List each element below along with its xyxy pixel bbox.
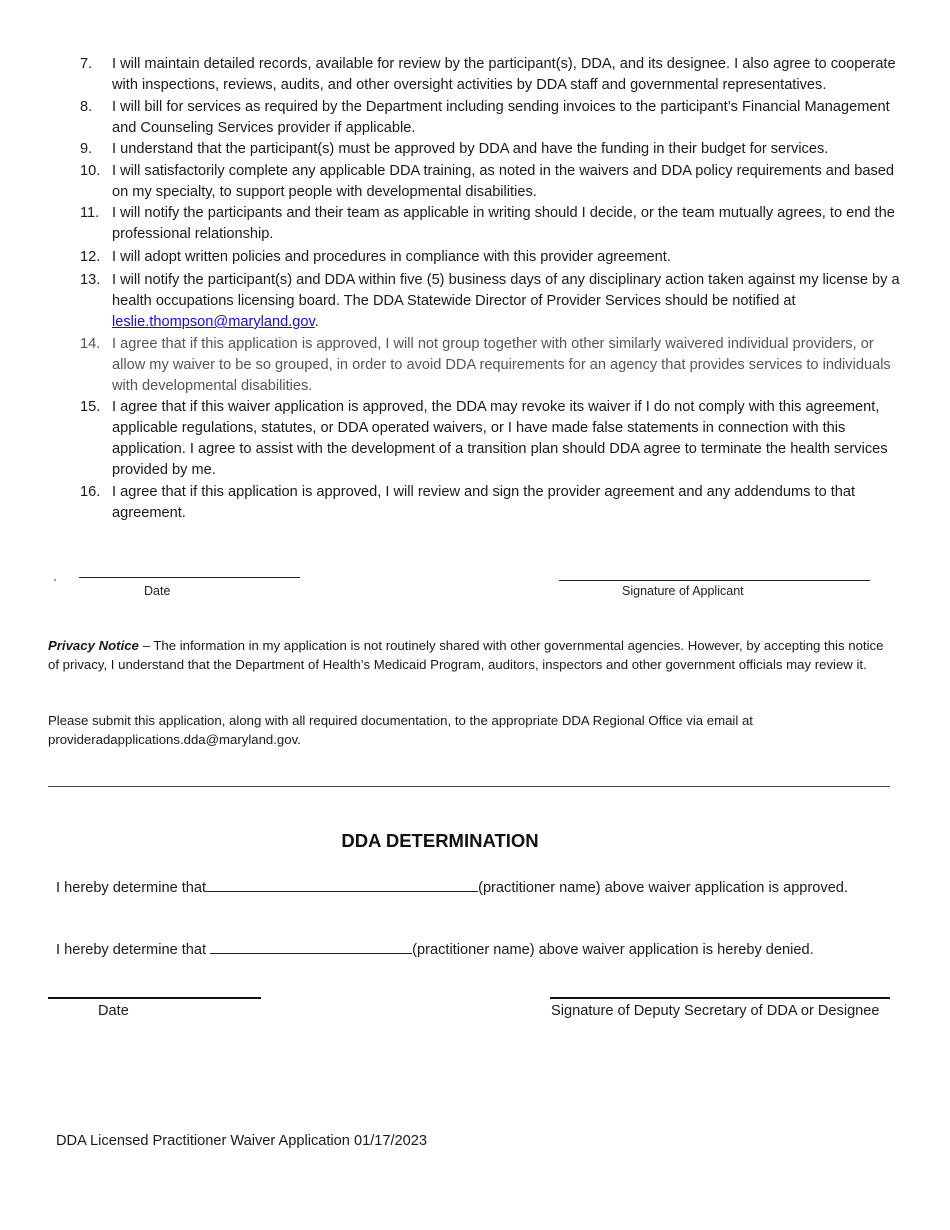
approved-statement xyxy=(56,877,876,899)
denied-practitioner-blank[interactable] xyxy=(210,939,412,954)
list-item xyxy=(80,203,900,245)
item-text: I will bill for services as required by the Department including sending invoices to the participant’s Financial Management and Counseling Services provider if applicable. xyxy=(112,98,890,136)
item-number: 14. xyxy=(80,335,101,352)
document-footer: DDA Licensed Practitioner Waiver Application 01/17/2023 xyxy=(56,1133,427,1149)
privacy-notice-lead: Privacy Notice xyxy=(48,638,139,653)
item-text: I will satisfactorily complete any applicable DDA training, as noted in the waivers and DDA policy requirements and based on my specialty, to support people with developmental disabilities. xyxy=(112,162,894,200)
list-item xyxy=(80,270,900,333)
submit-instructions: Please submit this application, along with all required documentation, to the appropriate DDA Regional Office via email at provideradapplications.dda@maryland.gov. xyxy=(48,713,753,747)
approved-text-end: (practitioner name) above waiver application is approved. xyxy=(478,880,848,896)
list-item xyxy=(80,397,900,481)
stray-mark xyxy=(54,579,56,581)
item-number: 13. xyxy=(80,272,101,288)
item-number: 10. xyxy=(80,162,101,179)
privacy-notice xyxy=(48,636,898,674)
item-text: I will adopt written policies and procedures in compliance with this provider agreement. xyxy=(112,249,671,265)
email-link[interactable]: leslie.thompson@maryland.gov xyxy=(112,314,315,330)
item-text: I agree that if this application is approved, I will not group together with other similarly waivered individual providers, or allow my waiver to be so grouped, in order to avoid DDA requirements for an agency that provides services to individuals with developmental disabilities. xyxy=(112,335,891,394)
dda-date-label: Date xyxy=(98,1003,129,1019)
item-number: 8. xyxy=(80,98,93,115)
item-text: I will maintain detailed records, available for review by the participant(s), DDA, and its designee. I also agree to cooperate with inspections, reviews, audits, and other oversight activities by DDA staff and governmental representatives. xyxy=(112,56,896,93)
section-divider xyxy=(48,786,890,787)
item-number: 11. xyxy=(80,205,100,221)
item-text: I will notify the participant(s) and DDA within five (5) business days of any disciplinary action taken against my license by a health occupations licensing board. The DDA Statewide Director of Provider Services should be notified at xyxy=(112,272,900,309)
dda-signature-line[interactable] xyxy=(550,997,890,999)
denied-statement xyxy=(56,939,876,961)
determination-title: DDA DETERMINATION xyxy=(341,830,539,851)
applicant-date-label: Date xyxy=(144,584,171,598)
list-item xyxy=(80,247,900,268)
dda-date-line[interactable] xyxy=(48,997,261,999)
item-text: I understand that the participant(s) must be approved by DDA and have the funding in their budget for services. xyxy=(112,141,829,157)
list-item xyxy=(80,97,900,139)
approved-practitioner-blank[interactable] xyxy=(206,877,478,892)
applicant-signature-label: Signature of Applicant xyxy=(622,584,744,598)
approved-text-start: I hereby determine that xyxy=(56,880,207,896)
item-text: I agree that if this application is approved, I will review and sign the provider agreement and any addendums to that agreement. xyxy=(112,483,856,521)
list-item xyxy=(80,334,900,397)
item-text: I agree that if this waiver application is approved, the DDA may revoke its waiver if I do not comply with this agreement, applicable regulations, statutes, or DDA operated waivers, or I have made false statements in connection with this application. I agree to assist with the development of a transition plan should DDA agree to terminate the health services provided by me. xyxy=(112,399,888,478)
item-number: 7. xyxy=(80,56,93,72)
item-number: 15. xyxy=(80,399,101,415)
denied-text-start: I hereby determine that xyxy=(56,942,211,958)
privacy-notice-text: – The information in my application is not routinely shared with other governmental agencies. However, by accepting this notice of privacy, I understand that the Department of Health’s Medicaid Program, auditors, inspectors and other government officials may review it. xyxy=(48,638,884,672)
dda-signature-label: Signature of Deputy Secretary of DDA or Designee xyxy=(551,1003,880,1019)
list-item xyxy=(80,54,900,96)
applicant-signature-line[interactable] xyxy=(559,580,870,581)
list-item xyxy=(80,161,900,203)
item-text: I will notify the participants and their team as applicable in writing should I decide, or the team mutually agrees, to end the professional relationship. xyxy=(112,205,895,242)
applicant-date-line[interactable] xyxy=(79,577,300,578)
item-number: 9. xyxy=(80,141,93,157)
item-number: 12. xyxy=(80,249,101,265)
item-number: 16. xyxy=(80,483,101,500)
list-item xyxy=(80,139,900,160)
agreement-list xyxy=(80,54,900,524)
item-text-end: . xyxy=(314,314,319,330)
denied-text-end: (practitioner name) above waiver application is hereby denied. xyxy=(412,942,814,958)
list-item xyxy=(80,482,900,524)
